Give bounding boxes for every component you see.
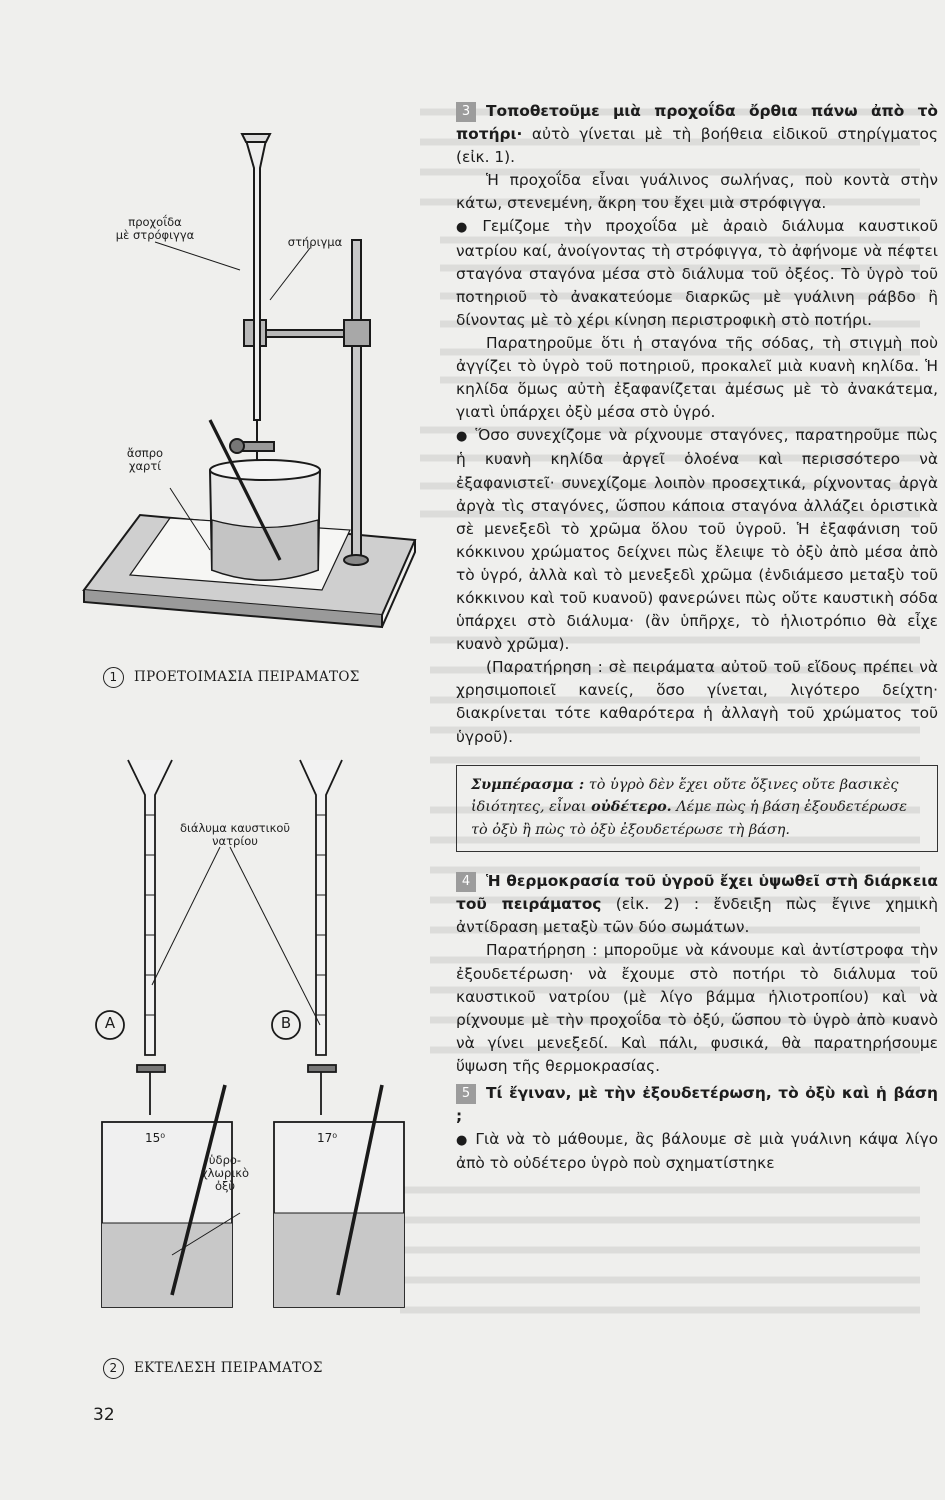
- label-naoh-line1: διάλυμα καυστικοῦ: [179, 821, 291, 835]
- section-3-p6: (Παρατήρηση : σὲ πειράματα αὐτοῦ τοῦ εἴδους πρέπει νὰ χρησιμοποιεῖ κανείς, ὅσο γίνεται, λιγότερο δείχτη· διακρίνεται τότε καθαρότερα ἡ ἀλλαγὴ τοῦ χρώματος τοῦ ὑγροῦ).: [456, 658, 938, 746]
- label-hcl-line3: ὀξὺ: [214, 1179, 236, 1193]
- section-4-intro: [456, 870, 938, 939]
- figure-2-number: 2: [103, 1358, 124, 1379]
- label-hcl-line1: ὑδρο-: [208, 1153, 242, 1167]
- section-3-p4: Παρατηροῦμε ὅτι ἡ σταγόνα τῆς σόδας, τὴ στιγμὴ ποὺ ἀγγίζει τὸ ὑγρὸ τοῦ ποτηριοῦ, προκαλεῖ μιὰ κυανὴ κηλίδα. Ἡ κηλίδα ὅμως αὐτὴ ἐξαφανίζεται ἀμέσως μὲ τὸ ἀνακάτεμα, γιατὶ ὑπάρχει ὀξὺ μέσα στὸ ὑγρό.: [456, 333, 938, 422]
- label-hcl-line2: χλωρικὸ: [200, 1166, 250, 1180]
- temperature-a: 15⁰: [144, 1131, 166, 1145]
- section-4-number: 4: [456, 872, 476, 892]
- burette-a: [128, 760, 172, 1055]
- conclusion-label: Συμπέρασμα :: [471, 775, 585, 793]
- stopcock: [240, 442, 274, 451]
- marker-b: B: [280, 1014, 292, 1032]
- conclusion-bold: οὐδέτερο.: [591, 798, 672, 816]
- label-white-paper-line1: ἄσπρο: [126, 446, 164, 460]
- section-5-number: 5: [456, 1084, 476, 1104]
- section-3-p5-wrap: [456, 424, 938, 656]
- label-burette-line1: προχοΐδα: [128, 215, 182, 229]
- burette: [246, 140, 266, 420]
- section-3-intro: [456, 100, 938, 169]
- figure-1-title: ΠΡΟΕΤΟΙΜΑΣΙΑ ΠΕΙΡΑΜΑΤΟΣ: [134, 669, 360, 685]
- section-5-intro: [456, 1082, 938, 1128]
- figure-2-title: ΕΚΤΕΛΕΣΗ ΠΕΙΡΑΜΑΤΟΣ: [134, 1360, 323, 1376]
- figure-1-caption: [103, 667, 360, 688]
- section-5-p1-wrap: [456, 1128, 938, 1175]
- section-4-lead: Ἡ θερμοκρασία τοῦ ὑγροῦ ἔχει ὑψωθεῖ στὴ διάρκεια τοῦ πειράματος: [456, 872, 938, 914]
- page-number: 32: [93, 1405, 115, 1425]
- label-burette: [100, 216, 210, 242]
- marker-a: A: [104, 1014, 116, 1032]
- label-naoh-line2: νατρίου: [212, 834, 258, 848]
- label-stand: στήριγμα: [287, 235, 343, 249]
- label-white-paper: [115, 447, 175, 473]
- temperature-b: 17⁰: [316, 1131, 338, 1145]
- main-text-column: [456, 100, 938, 1175]
- section-3-p2: Ἡ προχοΐδα εἶναι γυάλινος σωλήνας, ποὺ κοντὰ στὴν κάτω, στενεμένη, ἄκρη του ἔχει μιὰ στρόφιγγα.: [456, 171, 938, 213]
- figure-1-apparatus: [60, 120, 440, 640]
- conclusion-text-2: Λέμε πὼς ἡ βάση ἐξουδετέρωσε τὸ ὀξὺ ἢ πὼς τὸ ὀξὺ ἐξουδετέρωσε τὴ βάση.: [471, 799, 907, 838]
- label-sodium-hydroxide: [160, 822, 310, 848]
- label-burette-line2: μὲ στρόφιγγα: [115, 228, 195, 242]
- section-4-p2: Παρατήρηση : μποροῦμε νὰ κάνουμε καὶ ἀντίστροφα τὴν ἐξουδετέρωση· νὰ ἔχουμε στὸ ποτήρι τὸ διάλυμα τοῦ καυστικοῦ νατρίου (μὲ λίγο βάμμα ἡλιοτροπίου) καὶ νὰ ρίχνουμε μὲ τὴν προχοΐδα τὸ ὀξύ, ὥσπου τὸ ὑγρὸ ἀπὸ κυανὸ νὰ γίνει μενεξεδί. Καὶ πάλι, φυσικά, θὰ παρατηρήσουμε ὕψωση τῆς θερμοκρασίας.: [456, 941, 938, 1075]
- bullet-icon: ●: [456, 429, 470, 445]
- section-3-p3-wrap: [456, 215, 938, 331]
- figure-1-number: 1: [103, 667, 124, 688]
- bullet-icon: ●: [456, 1133, 470, 1149]
- section-3-p3: Γεμίζομε τὴν προχοΐδα μὲ ἀραιὸ διάλυμα καυστικοῦ νατρίου καί, ἀνοίγοντας τὴ στρόφιγγα, τὸ ἀφήνομε νὰ πέφτει σταγόνα σταγόνα μέσα στὸ διάλυμα τοῦ ὀξέος. Τὸ ὑγρὸ τοῦ ποτηριοῦ τὸ ἀνακατεύομε διαρκῶς μὲ γυάλινη ράβδο ἢ δίνοντας μὲ τὸ χέρι κίνηση περιστροφικὴ στὸ ποτήρι.: [456, 217, 938, 329]
- section-4-p1: (εἰκ. 2) : ἔνδειξη πὼς ἔγινε χημικὴ ἀντίδραση μεταξὺ τῶν δύο σωμάτων.: [456, 895, 938, 937]
- burette-b: [300, 760, 342, 1055]
- label-hydrochloric-acid: [195, 1154, 255, 1193]
- section-5-p1: Γιὰ νὰ τὸ μάθουμε, ἂς βάλουμε σὲ μιὰ γυάλινη κάψα λίγο ἀπὸ τὸ οὐδέτερο ὑγρὸ ποὺ σχηματίστηκε: [456, 1130, 938, 1173]
- section-3-number: 3: [456, 102, 476, 122]
- section-3-p5: Ὅσο συνεχίζομε νὰ ρίχνουμε σταγόνες, παρατηροῦμε πὼς ἡ κυανὴ κηλίδα ἀργεῖ ὁλοένα καὶ περισσότερο νὰ ἐξαφανιστεῖ· συνεχίζομε λοιπὸν προσεχτικά, ρίχνοντας ἀργὰ ἀργὰ τὶς σταγόνες, ὥσπου κάποια σταγόνα ἀλλάζει ὁριστικὰ σὲ μενεξεδὶ τὸ χρῶμα ὅλου τοῦ ὑγροῦ. Ἡ ἐξαφάνιση τοῦ κόκκινου χρώματος δείχνει πὼς ἔλειψε τὸ ὀξὺ ἀπὸ μέσα ἀπὸ τὸ ὑγρό, ἀλλὰ καὶ τὸ μενεξεδὶ χρῶμα (ἐνδιάμεσο μεταξὺ τοῦ κόκκινου καὶ τοῦ κυανοῦ) φανερώνει πὼς οὔτε καυστικὴ σόδα ὑπάρχει στὸ διάλυμα· (ἂν ὑπῆρχε, τὸ ἡλιοτρόπιο θὰ εἶχε κυανὸ χρῶμα).: [456, 426, 939, 654]
- figure-2-caption: [103, 1358, 323, 1379]
- section-3-p1: αὐτὸ γίνεται μὲ τὴ βοήθεια εἰδικοῦ στηρίγματος (εἰκ. 1).: [456, 125, 938, 167]
- section-3-lead: Τοποθετοῦμε μιὰ προχοΐδα ὄρθια πάνω ἀπὸ τὸ ποτήρι·: [456, 102, 938, 144]
- label-white-paper-line2: χαρτί: [128, 459, 162, 473]
- stand-rod: [352, 240, 361, 560]
- section-5-lead: Τί ἔγιναν, μὲ τὴν ἐξουδετέρωση, τὸ ὀξὺ καὶ ἡ βάση ;: [456, 1083, 938, 1126]
- conclusion-box: [456, 765, 938, 853]
- bullet-icon: ●: [456, 220, 477, 236]
- conclusion-text-1: τὸ ὑγρὸ δὲν ἔχει οὔτε ὄξινες οὔτε βασικὲς ἰδιότητες, εἶναι: [471, 776, 899, 816]
